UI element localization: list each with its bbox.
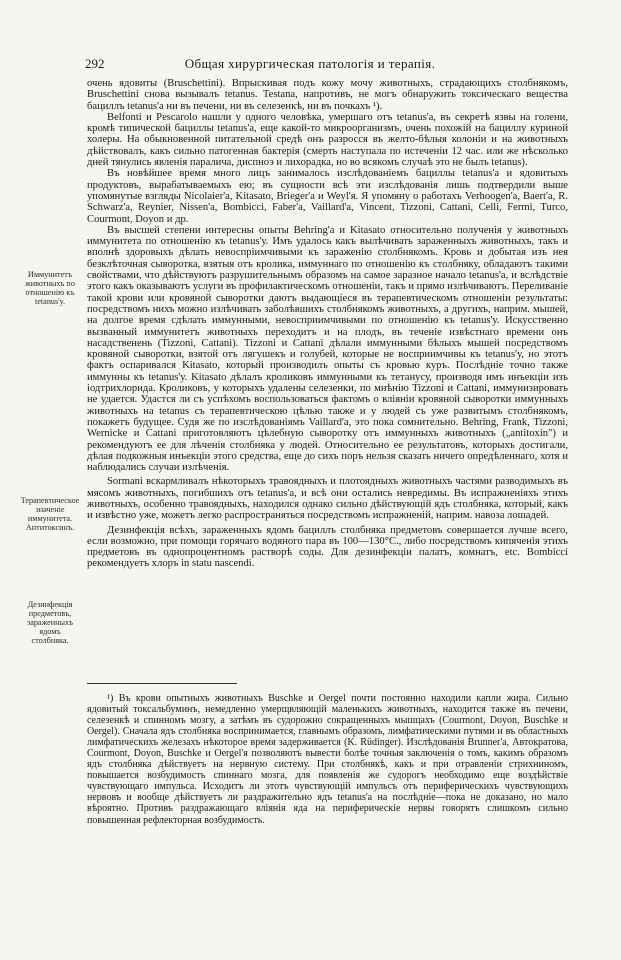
footnote [87, 693, 568, 826]
paragraph: Belfonti и Pescarolo нашли у одного человѣка, умершаго отъ tetanus'а, въ секретѣ язвы на голени, кромѣ типической бациллы tetanus'а, еще какой-то микроорганизмъ, очень похожій на бациллу куриной холеры. На обыкновенной питательной средѣ онъ разросся въ желто-бѣлыя колоніи и на животныхъ дѣйствовалъ, какъ сильно патогенная бактерія (смерть наступала по истеченіи 12 час. или же нѣсколько дней тянулись явленія паралича, диспноэ и лихорадка, но во всякомъ случаѣ это не былъ tetanus). [87, 111, 568, 169]
paragraph: Въ высшей степени интересны опыты Behring'а и Kitasato относительно полученія у животныхъ иммунитета по отношенію къ tetanus'у. Имъ удалось какъ вылѣчивать зараженныхъ животныхъ, такъ и вполнѣ здоровыхъ дѣлать невоспріимчивыми къ зараженію столбнякомъ. Кровь и добытая изъ нея безклѣточная сыворотка, взятыя отъ кролика, иммуннаго по отношенію къ столбняку, обладаютъ такими свойствами, что дѣйствуютъ разрушительнымъ образомъ на самое заразное начало tetanus'а, и вслѣдствіе этого какъ оказываютъ услуги въ профилактическомъ отношеніи, такъ и прямо излѣчиваютъ. Переливаніе такой крови или кровяной сыворотки даютъ выдающіеся въ терапевтическомъ отношеніи результаты: посредствомъ нихъ можно излѣчивать заболѣвшихъ столбнякомъ животныхъ, а другихъ, наприм. мышей, на долгое время сдѣлать иммунными, невосприимчивыми по отношенію къ tetanus'у. Искусственно вызванный иммунитетъ животныхъ переходитъ и на плодъ, въ теченіе извѣстнаго времени онъ насадственень (Tizzoni, Cattani). Tizzoni и Cattani дѣлали иммунными бѣлыхъ мышей посредствомъ кровяной сыворотки, взятой отъ лягушекъ и голубей, которые не восприимчивы къ tetanus'у, но этотъ фактъ оспаривался Kitasato, который производилъ опыты съ кровью куръ. Послѣдніе точно также иммунны къ tetanus'у. Kitasato дѣлалъ кроликовъ иммунными къ тетанусу, производя имъ инъекціи изъ іодтрихлорида. Кроликовъ, у которыхъ удалены селезенки, по мнѣнію Tizzoni и Cattani, иммунизировать не удается. Удастся ли съ успѣхомъ воспользоваться фактомъ о вліяніи кровяной сыворотки иммунныхъ животныхъ на tetanus съ терапевтическою цѣлью также и у людей съ уже развитымъ столбнякомъ, покажетъ будущее. Судя же по изслѣдованіямъ Vaillard'а, это пока сомнительно. Behring, Frank, Tizzoni, Wernicke и Cattani приготовляютъ цѣлебную сыворотку отъ иммунныхъ животныхъ („antitoxin") и рекомендуютъ ее для лѣченія столбняка у людей. Относительно ее результатовъ, которыхъ достигали, дѣлая подкожныя инъекціи этого средства, еще до сихъ поръ нельзя сказать ничего опредѣленнаго, хотя и наблюдались случаи излѣченія. [87, 224, 568, 474]
paragraph: Дезинфекція всѣхъ, зараженныхъ ядомъ бациллъ столбняка предметовъ совершается лучше всего, если возможно, при помощи горячаго водяного пара въ 100—130°С., либо посредствомъ кипяченія этихъ предметовъ въ однопроцентномъ растворѣ соды. Для дезинфекціи палатъ, комнатъ, etc. Bombicci рекомендуетъ хлоръ in statu nascendi. [87, 524, 568, 570]
page-number: 292 [85, 56, 105, 71]
main-text [87, 78, 568, 570]
margin-note-disinfection: Дезинфекція предметовъ, зараженныхъ ядомъ столбняка. [26, 600, 74, 645]
paragraph: очень ядовиты (Bruschettini). Впрыскивая подъ кожу мочу животныхъ, страдающихъ столбнякомъ, Bruschettini снова вызывалъ tetanus. Testana, напротивъ, не могъ обнаружить токсическаго вещества бациллъ tetanus'а ни въ печени, ни въ селезенкѣ, ни въ почкахъ ¹). [87, 78, 568, 112]
running-title: Общая хирургическая патологія и терапія. [184, 56, 436, 71]
paragraph: Въ новѣйшее время много лицъ занималось изслѣдованіемъ бациллы tetanus'а и ядовитыхъ продуктовъ, вырабатываемыхъ ею; въ сущности всѣ эти изслѣдованія лишь подтвердили выше упомянутые взгляды Nicolaier'а, Kitasato, Brieger'а и Weyl'я. Я упомяну о работахъ Verhoogen'а, Baert'а, R. Schwarz'а, Reynier, Nissen'а, Bombicci, Faber'а, Vaillard'а, Vincent, Tizzoni, Cattani, Celli, Fermi, Turco, Courmont, Doyon и др. [87, 168, 568, 225]
margin-note-therapy: Терапевтическое значеніе иммунитета. Антитоксинъ. [20, 496, 80, 532]
paragraph: Sormani вскармливалъ нѣкоторыхъ травоядныхъ и плотоядныхъ животныхъ частями разводимыхъ въ мясомъ животныхъ, погибшихъ отъ tetanus'а, и всѣ они остались невредимы. Въ испражненіяхъ этихъ животныхъ, особенно травоядныхъ, находился однако сильно дѣйствующій ядъ столбняка, который, какъ и извѣстно уже, можетъ легко распространяться посредствомъ испражненій, наприм. навоза лошадей. [87, 476, 568, 522]
margin-note-immunity: Иммунитетъ животныхъ по отношенію къ tetanus'у. [25, 270, 75, 306]
footnote-text: ¹) Въ крови опытныхъ животныхъ Buschke и Oergel почти постоянно находили капли жира. Сильно ядовитый токсальбуминъ, немедленно умерщвляющій маленькихъ животныхъ, находится также въ печени, селезенкѣ и спинномъ мозгу, а затѣмъ въ судорожно сокращенныхъ мышцахъ (Courmont, Doyon, Buschke и Oergel). Сначала ядъ столбняка воспринимается, главнымъ образомъ, лимфатическими путями и въ областныхъ лимфатическихъ железахъ нѣкоторое время задерживается (K. Rüdinger). Изслѣдованія Brunner'а, Автократова, Courmont, Doyon, Buschke и Oergel'я позволяютъ вывести болѣе точныя заключенія о томъ, какимъ образомъ ядъ столбняка дѣйствуетъ на нервную систему. При столбнякѣ, какъ и при отравленіи стрихниномъ, повышается возбудимость спиннаго мозга, для появленія же судорогъ необходимо еще воздѣйствіе чувствующаго импульса. Исходитъ ли этотъ чувствующій импульсъ отъ периферическихъ чувствующихъ нервовъ и вообще дѣйствуетъ ли раздражительно ядъ tetanus'а на послѣдніе—пока не доказано, но мало вѣроятно. Противъ раздражающаго вліянія яда на периферическіе нервы говорятъ слишкомъ сильно повышенная рефлекторная возбудимость. [87, 693, 568, 826]
footnote-divider [87, 683, 237, 684]
